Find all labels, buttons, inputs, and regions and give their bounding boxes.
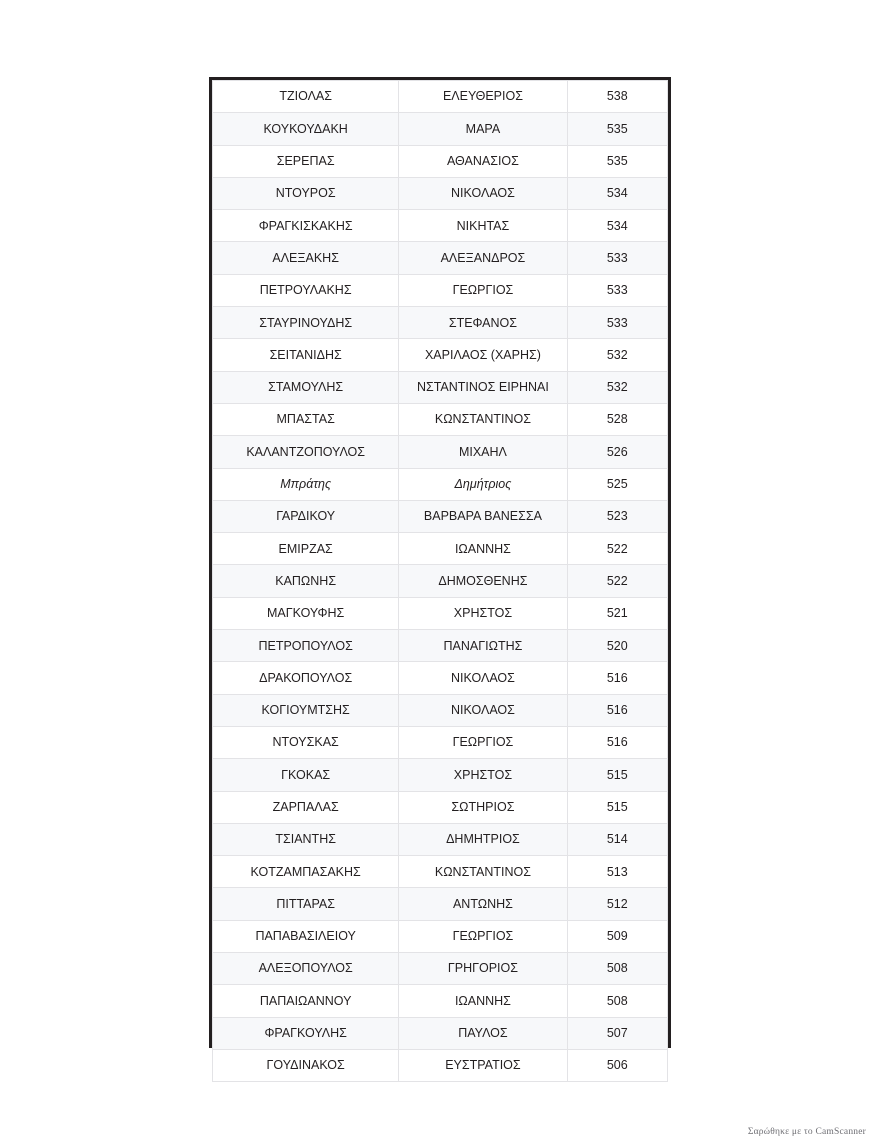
cell-first-name: ΑΘΑΝΑΣΙΟΣ	[399, 145, 567, 177]
cell-first-name: ΓΕΩΡΓΙΟΣ	[399, 726, 567, 758]
cell-first-name: ΧΑΡΙΛΑΟΣ (ΧΑΡΗΣ)	[399, 339, 567, 371]
cell-last-name: ΣΤΑΜΟΥΛΗΣ	[213, 371, 399, 403]
cell-first-name: ΧΡΗΣΤΟΣ	[399, 759, 567, 791]
cell-last-name: ΖΑΡΠΑΛΑΣ	[213, 791, 399, 823]
cell-votes: 525	[567, 468, 667, 500]
cell-first-name: ΜΑΡΑ	[399, 113, 567, 145]
cell-last-name: ΣΤΑΥΡΙΝΟΥΔΗΣ	[213, 307, 399, 339]
cell-last-name: ΜΠΑΣΤΑΣ	[213, 403, 399, 435]
results-table-body	[213, 81, 668, 1082]
cell-votes: 516	[567, 694, 667, 726]
table-row	[213, 145, 668, 177]
cell-last-name: ΓΚΟΚΑΣ	[213, 759, 399, 791]
table-row	[213, 985, 668, 1017]
cell-first-name: ΝΣΤΑΝΤΙΝΟΣ ΕΙΡΗΝΑΙ	[399, 371, 567, 403]
cell-last-name: ΤΖΙΟΛΑΣ	[213, 81, 399, 113]
cell-first-name: ΒΑΡΒΑΡΑ ΒΑΝΕΣΣΑ	[399, 500, 567, 532]
cell-last-name: ΝΤΟΥΡΟΣ	[213, 177, 399, 209]
cell-votes: 533	[567, 307, 667, 339]
cell-last-name: ΝΤΟΥΣΚΑΣ	[213, 726, 399, 758]
cell-first-name: ΠΑΥΛΟΣ	[399, 1017, 567, 1049]
cell-votes: 515	[567, 791, 667, 823]
table-row	[213, 113, 668, 145]
cell-votes: 534	[567, 210, 667, 242]
cell-votes: 523	[567, 500, 667, 532]
cell-last-name: ΓΑΡΔΙΚΟΥ	[213, 500, 399, 532]
cell-first-name: ΣΩΤΗΡΙΟΣ	[399, 791, 567, 823]
table-row	[213, 597, 668, 629]
cell-last-name: ΠΑΠΑΙΩΑΝΝΟΥ	[213, 985, 399, 1017]
table-row	[213, 274, 668, 306]
cell-votes: 508	[567, 985, 667, 1017]
cell-first-name: ΓΕΩΡΓΙΟΣ	[399, 920, 567, 952]
table-row	[213, 533, 668, 565]
cell-votes: 535	[567, 113, 667, 145]
table-row	[213, 210, 668, 242]
results-table-frame	[209, 77, 671, 1073]
table-row	[213, 694, 668, 726]
cell-first-name: ΙΩΑΝΝΗΣ	[399, 985, 567, 1017]
cell-first-name: ΓΡΗΓΟΡΙΟΣ	[399, 953, 567, 985]
cell-first-name: ΚΩΝΣΤΑΝΤΙΝΟΣ	[399, 856, 567, 888]
table-row	[213, 500, 668, 532]
cell-votes: 516	[567, 662, 667, 694]
cell-first-name: ΔΗΜΗΤΡΙΟΣ	[399, 823, 567, 855]
results-table	[212, 80, 668, 1082]
cell-last-name: ΠΕΤΡΟΠΟΥΛΟΣ	[213, 630, 399, 662]
cell-votes: 507	[567, 1017, 667, 1049]
cell-votes: 520	[567, 630, 667, 662]
cell-last-name: ΑΛΕΞΑΚΗΣ	[213, 242, 399, 274]
table-row	[213, 81, 668, 113]
cell-last-name: ΔΡΑΚΟΠΟΥΛΟΣ	[213, 662, 399, 694]
cell-last-name: ΠΙΤΤΑΡΑΣ	[213, 888, 399, 920]
cell-votes: 508	[567, 953, 667, 985]
cell-first-name: ΑΛΕΞΑΝΔΡΟΣ	[399, 242, 567, 274]
cell-votes: 512	[567, 888, 667, 920]
cell-last-name: ΑΛΕΞΟΠΟΥΛΟΣ	[213, 953, 399, 985]
table-row	[213, 920, 668, 952]
cell-first-name: ΜΙΧΑΗΛ	[399, 436, 567, 468]
table-row	[213, 662, 668, 694]
cell-first-name: ΠΑΝΑΓΙΩΤΗΣ	[399, 630, 567, 662]
table-row	[213, 856, 668, 888]
cell-first-name: ΝΙΚΟΛΑΟΣ	[399, 177, 567, 209]
cell-votes: 515	[567, 759, 667, 791]
table-row	[213, 1017, 668, 1049]
table-row	[213, 565, 668, 597]
cell-first-name: ΧΡΗΣΤΟΣ	[399, 597, 567, 629]
table-row	[213, 630, 668, 662]
table-row	[213, 371, 668, 403]
cell-votes: 528	[567, 403, 667, 435]
cell-last-name: ΠΕΤΡΟΥΛΑΚΗΣ	[213, 274, 399, 306]
cell-last-name: ΦΡΑΓΚΙΣΚΑΚΗΣ	[213, 210, 399, 242]
cell-last-name: ΤΣΙΑΝΤΗΣ	[213, 823, 399, 855]
table-row	[213, 1049, 668, 1081]
cell-first-name: ΝΙΚΟΛΑΟΣ	[399, 662, 567, 694]
cell-last-name: ΠΑΠΑΒΑΣΙΛΕΙΟΥ	[213, 920, 399, 952]
cell-last-name: Μπράτης	[213, 468, 399, 500]
cell-last-name: ΜΑΓΚΟΥΦΗΣ	[213, 597, 399, 629]
cell-first-name: Δημήτριος	[399, 468, 567, 500]
cell-votes: 521	[567, 597, 667, 629]
cell-last-name: ΣΕΙΤΑΝΙΔΗΣ	[213, 339, 399, 371]
cell-votes: 514	[567, 823, 667, 855]
table-row	[213, 242, 668, 274]
cell-votes: 516	[567, 726, 667, 758]
cell-last-name: ΚΑΛΑΝΤΖΟΠΟΥΛΟΣ	[213, 436, 399, 468]
cell-first-name: ΣΤΕΦΑΝΟΣ	[399, 307, 567, 339]
cell-first-name: ΝΙΚΗΤΑΣ	[399, 210, 567, 242]
cell-first-name: ΕΛΕΥΘΕΡΙΟΣ	[399, 81, 567, 113]
cell-last-name: ΚΟΥΚΟΥΔΑΚΗ	[213, 113, 399, 145]
cell-first-name: ΙΩΑΝΝΗΣ	[399, 533, 567, 565]
table-row	[213, 403, 668, 435]
cell-first-name: ΓΕΩΡΓΙΟΣ	[399, 274, 567, 306]
table-row	[213, 791, 668, 823]
camscanner-watermark: Σαρώθηκε με το CamScanner	[747, 1127, 866, 1137]
cell-first-name: ΔΗΜΟΣΘΕΝΗΣ	[399, 565, 567, 597]
table-row	[213, 339, 668, 371]
cell-votes: 532	[567, 371, 667, 403]
cell-last-name: ΓΟΥΔΙΝΑΚΟΣ	[213, 1049, 399, 1081]
cell-last-name: ΕΜΙΡΖΑΣ	[213, 533, 399, 565]
cell-last-name: ΚΟΤΖΑΜΠΑΣΑΚΗΣ	[213, 856, 399, 888]
table-row	[213, 436, 668, 468]
cell-votes: 526	[567, 436, 667, 468]
cell-last-name: ΚΟΓΙΟΥΜΤΣΗΣ	[213, 694, 399, 726]
table-row	[213, 953, 668, 985]
cell-votes: 534	[567, 177, 667, 209]
cell-first-name: ΑΝΤΩΝΗΣ	[399, 888, 567, 920]
cell-last-name: ΚΑΠΩΝΗΣ	[213, 565, 399, 597]
cell-votes: 533	[567, 274, 667, 306]
cell-first-name: ΕΥΣΤΡΑΤΙΟΣ	[399, 1049, 567, 1081]
cell-votes: 532	[567, 339, 667, 371]
table-row	[213, 888, 668, 920]
table-row	[213, 759, 668, 791]
cell-votes: 506	[567, 1049, 667, 1081]
cell-votes: 533	[567, 242, 667, 274]
cell-last-name: ΣΕΡΕΠΑΣ	[213, 145, 399, 177]
table-row	[213, 726, 668, 758]
cell-votes: 538	[567, 81, 667, 113]
cell-votes: 513	[567, 856, 667, 888]
cell-votes: 522	[567, 533, 667, 565]
table-row	[213, 468, 668, 500]
cell-first-name: ΝΙΚΟΛΑΟΣ	[399, 694, 567, 726]
cell-first-name: ΚΩΝΣΤΑΝΤΙΝΟΣ	[399, 403, 567, 435]
table-row	[213, 177, 668, 209]
table-row	[213, 823, 668, 855]
cell-last-name: ΦΡΑΓΚΟΥΛΗΣ	[213, 1017, 399, 1049]
table-row	[213, 307, 668, 339]
cell-votes: 522	[567, 565, 667, 597]
cell-votes: 509	[567, 920, 667, 952]
cell-votes: 535	[567, 145, 667, 177]
